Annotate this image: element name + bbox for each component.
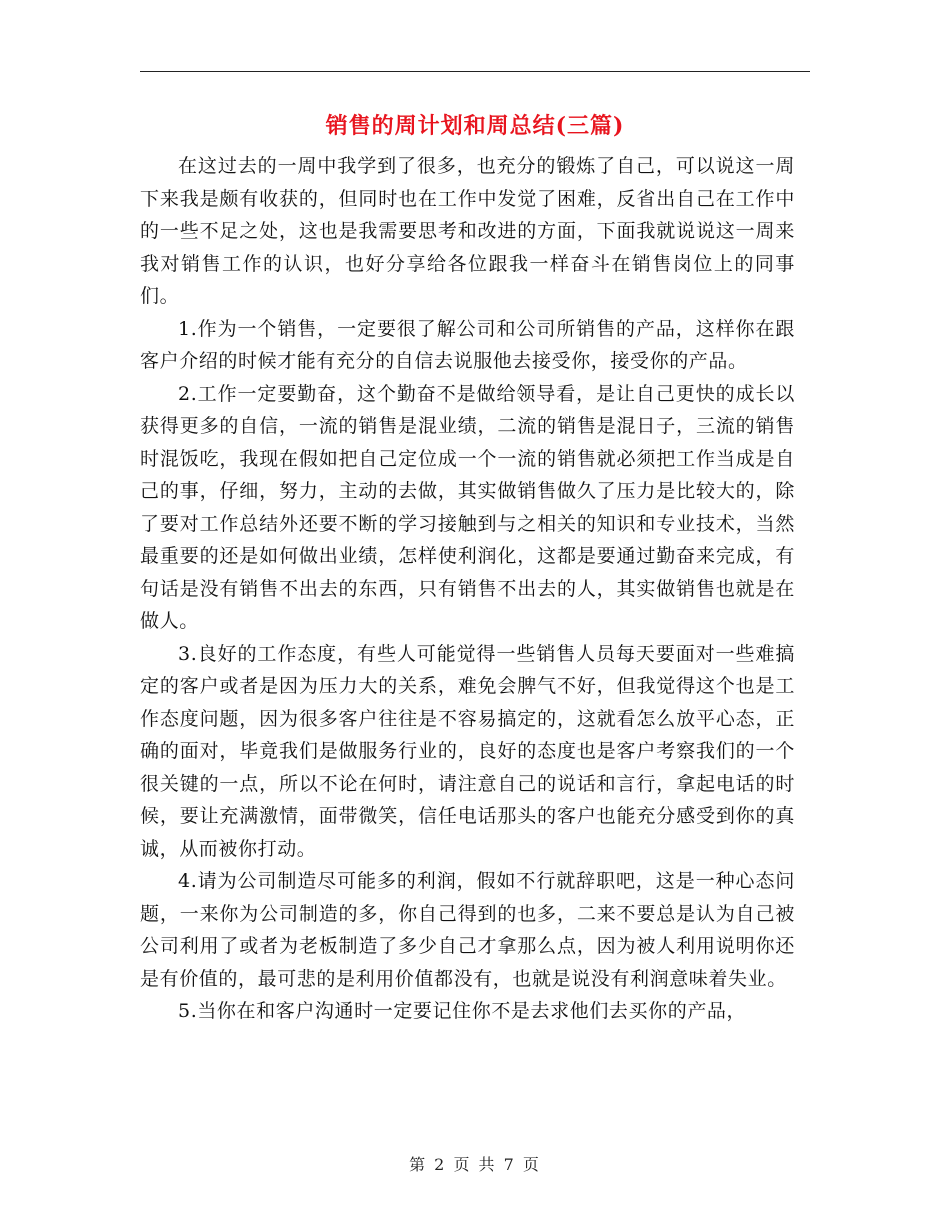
paragraph-point-5: 5.当你在和客户沟通时一定要记住你不是去求他们去买你的产品， xyxy=(178,1000,747,1022)
page-number-footer: 第 2 页 共 7 页 xyxy=(409,1155,541,1174)
paragraph-point-1: 1.作为一个销售，一定要很了解公司和公司所销售的产品，这样你在跟客户介绍的时候才能有充分的自信去说服他去接受你，接受你的产品。 xyxy=(140,317,795,372)
document-body xyxy=(140,150,795,1028)
document-title: 销售的周计划和周总结(三篇) xyxy=(325,113,625,139)
paragraph-point-3: 3.良好的工作态度，有些人可能觉得一些销售人员每天要面对一些难搞定的客户或者是因为压力大的关系，难免会脾气不好，但我觉得这个也是工作态度问题，因为很多客户往往是不容易搞定的，这就看怎么放平心态，正确的面对，毕竟我们是做服务行业的，良好的态度也是客户考察我们的一个很关键的一点，所以不论在何时，请注意自己的说话和言行，拿起电话的时候，要让充满激情，面带微笑，信任电话那头的客户也能充分感受到你的真诚，从而被你打动。 xyxy=(140,642,795,860)
header-rule xyxy=(140,71,810,72)
paragraph-point-2: 2.工作一定要勤奋，这个勤奋不是做给领导看，是让自己更快的成长以获得更多的自信，一流的销售是混业绩，二流的销售是混日子，三流的销售时混饭吃，我现在假如把自己定位成一个一流的销售就必须把工作当成是自己的事，仔细，努力，主动的去做，其实做销售做久了压力是比较大的，除了要对工作总结外还要不断的学习接触到与之相关的知识和专业技术，当然最重要的还是如何做出业绩，怎样使利润化，这都是要通过勤奋来完成，有句话是没有销售不出去的东西，只有销售不出去的人，其实做销售也就是在做人。 xyxy=(140,382,795,632)
paragraph-point-4: 4.请为公司制造尽可能多的利润，假如不行就辞职吧，这是一种心态问题，一来你为公司制造的多，你自己得到的也多，二来不要总是认为自己被公司利用了或者为老板制造了多少自己才拿那么点，因为被人利用说明你还是有价值的，最可悲的是利用价值都没有，也就是说没有利润意味着失业。 xyxy=(140,870,795,990)
paragraph-intro: 在这过去的一周中我学到了很多，也充分的锻炼了自己，可以说这一周下来我是颇有收获的，但同时也在工作中发觉了困难，反省出自己在工作中的一些不足之处，这也是我需要思考和改进的方面，下面我就说说这一周来我对销售工作的认识，也好分享给各位跟我一样奋斗在销售岗位上的同事们。 xyxy=(140,155,795,307)
